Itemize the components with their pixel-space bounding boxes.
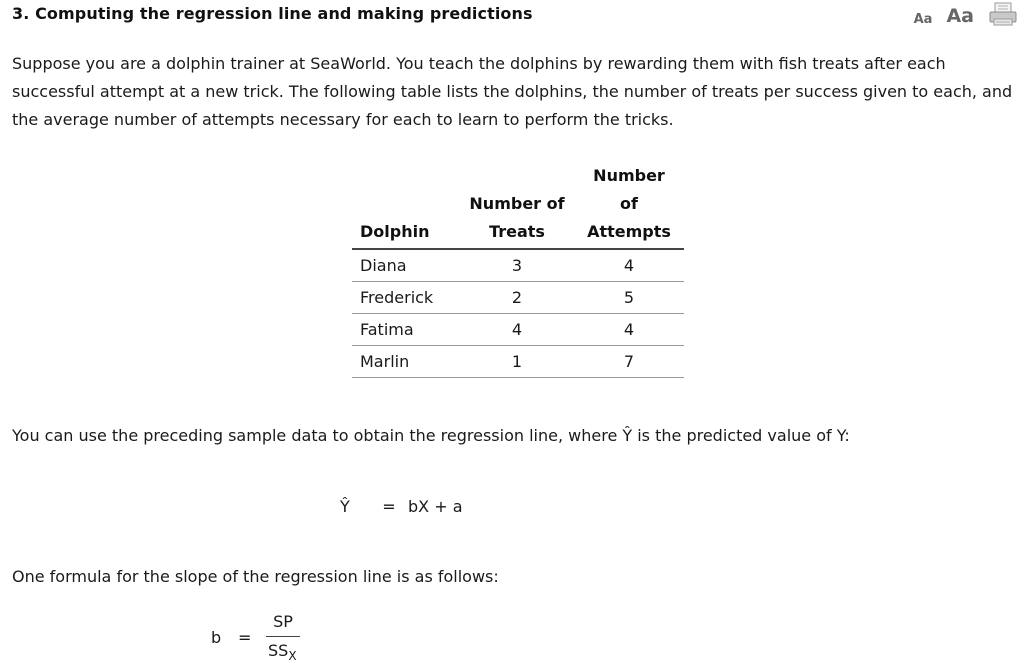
print-button[interactable]: [988, 2, 1018, 30]
regression-equation: [340, 497, 463, 516]
cell-treats: 1: [460, 346, 574, 378]
header-treats: Treats: [460, 218, 574, 249]
header-dolphin: Dolphin: [352, 218, 460, 249]
text-size-toolbar: [914, 2, 1018, 30]
increase-font-size-button[interactable]: Aa: [946, 5, 974, 27]
slope-paragraph: One formula for the slope of the regression line is as follows:: [12, 567, 499, 586]
cell-attempts: 5: [574, 282, 684, 314]
cell-dolphin: Diana: [352, 249, 460, 282]
dolphin-table: [352, 162, 684, 378]
cell-treats: 2: [460, 282, 574, 314]
equation-equals: =: [382, 497, 396, 516]
cell-attempts: 4: [574, 314, 684, 346]
equation-y-hat: Ŷ: [340, 497, 350, 516]
denominator-main: SS: [268, 641, 289, 660]
slope-variable: b: [211, 628, 222, 647]
cell-dolphin: Marlin: [352, 346, 460, 378]
print-icon: [988, 2, 1018, 26]
header-attempts: Attempts: [574, 218, 684, 249]
cell-dolphin: Frederick: [352, 282, 460, 314]
page-title: 3. Computing the regression line and making predictions: [12, 4, 533, 23]
header-dolphin-line1: [352, 162, 460, 218]
table-row: [352, 249, 684, 282]
header-attempts-line1: Number of: [593, 166, 665, 213]
cell-dolphin: Fatima: [352, 314, 460, 346]
table-row: [352, 314, 684, 346]
decrease-font-size-button[interactable]: Aa: [913, 11, 933, 27]
table-row: [352, 282, 684, 314]
intro-paragraph: Suppose you are a dolphin trainer at SeaWorld. You teach the dolphins by rewarding them with fish treats after each successful attempt at a new trick. The following table lists the dolphins, the number of treats per success given to each, and the average number of attempts necessary for each to learn to perform the tricks.: [12, 54, 1013, 129]
slope-fraction: [266, 611, 300, 667]
equation-rhs: bX + a: [408, 497, 463, 516]
slope-numerator: SP: [273, 612, 293, 631]
table-header-row: [352, 162, 684, 218]
cell-attempts: 7: [574, 346, 684, 378]
cell-attempts: 4: [574, 249, 684, 282]
slope-equals: =: [238, 628, 252, 647]
table-row: [352, 346, 684, 378]
denominator-subscript: X: [288, 649, 297, 663]
table-header-row: [352, 218, 684, 249]
cell-treats: 3: [460, 249, 574, 282]
header-treats-line1: Number of: [469, 194, 565, 213]
regression-paragraph: You can use the preceding sample data to obtain the regression line, where Ŷ is the predicted value of Y:: [12, 426, 850, 445]
cell-treats: 4: [460, 314, 574, 346]
slope-denominator: [266, 637, 300, 667]
